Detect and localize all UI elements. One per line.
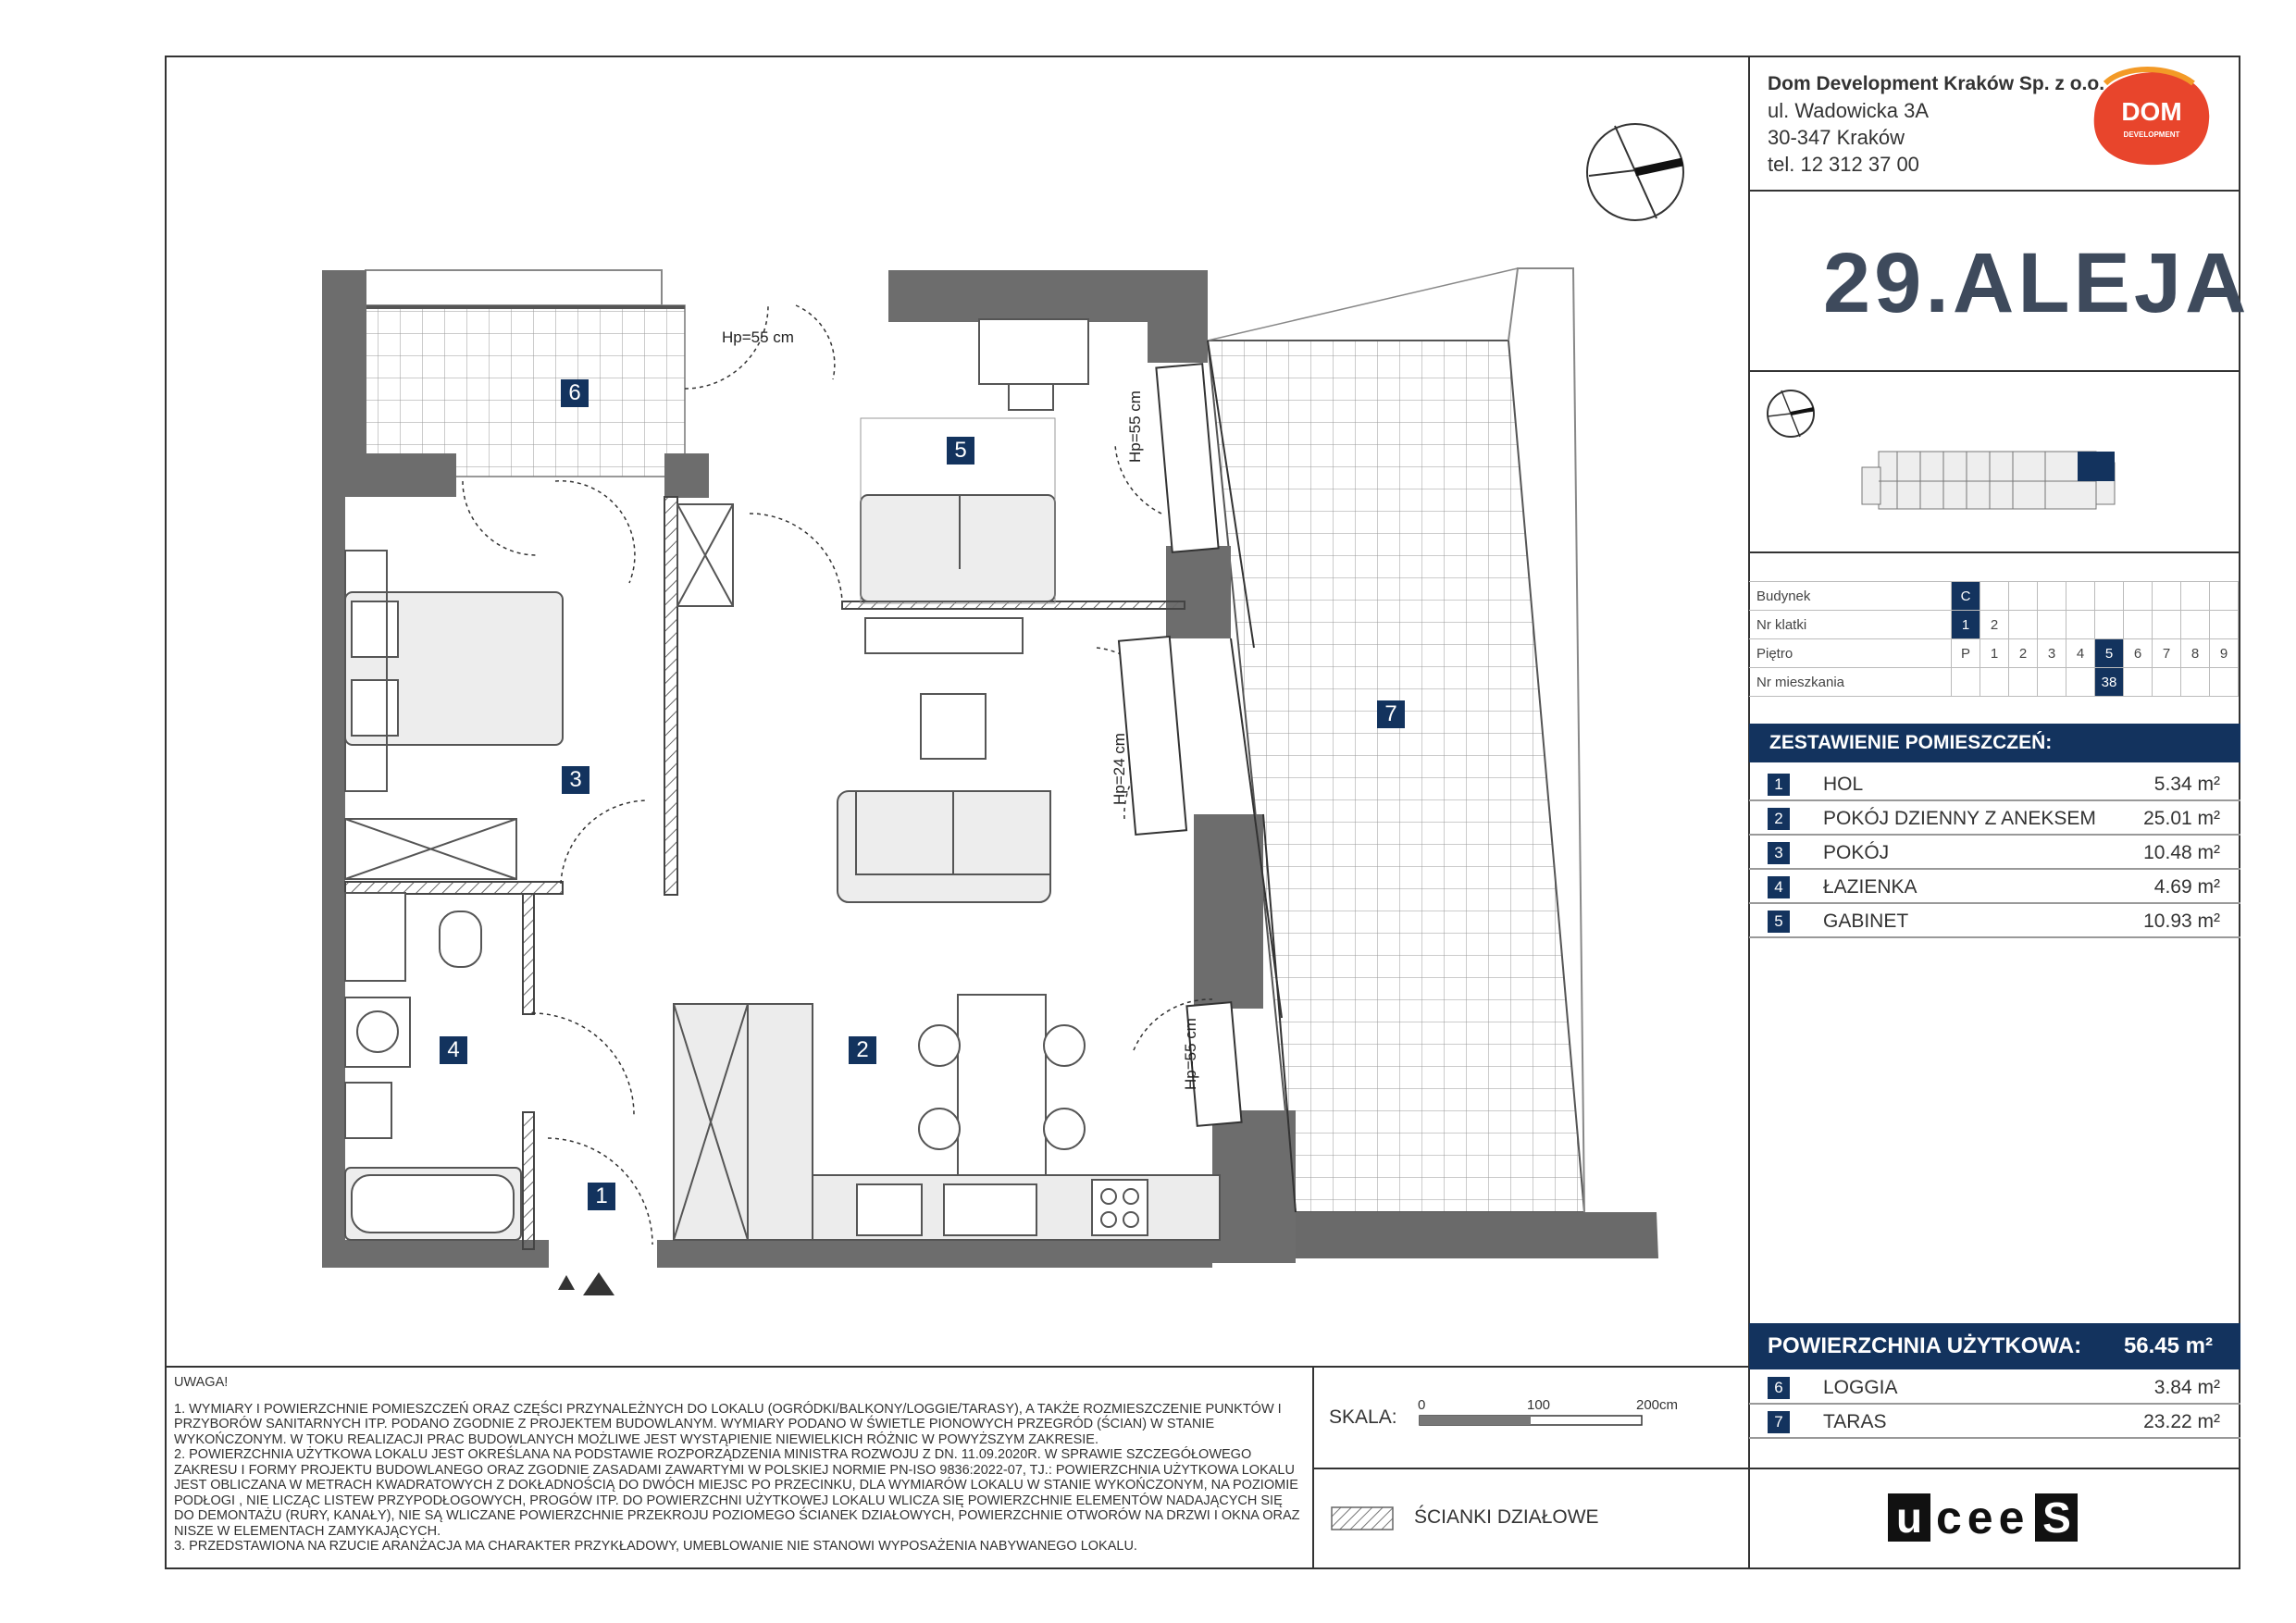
info-cell xyxy=(2038,611,2066,639)
svg-text:200cm: 200cm xyxy=(1636,1397,1679,1413)
legend-label: ŚCIANKI DZIAŁOWE xyxy=(1414,1506,1599,1528)
info-cell xyxy=(2210,611,2239,639)
apartment-info-table xyxy=(1749,581,2239,697)
hp-label-loggia: Hp=55 cm xyxy=(722,328,794,346)
info-cell: C xyxy=(1952,582,1980,611)
extra-row xyxy=(1749,1371,2240,1405)
room-name: POKÓJ xyxy=(1823,842,1890,863)
room-area: 10.48 m² xyxy=(2143,842,2220,863)
room-name: HOL xyxy=(1823,774,1864,795)
info-cell xyxy=(2066,611,2095,639)
scale-label: SKALA: xyxy=(1329,1406,1397,1428)
dom-development-logo xyxy=(2087,65,2216,171)
info-cell xyxy=(2181,582,2210,611)
side-divider-4 xyxy=(1748,1468,2240,1469)
room-name: GABINET xyxy=(1823,911,1909,932)
info-row xyxy=(1749,611,2239,639)
dining-table xyxy=(919,995,1085,1175)
info-cell xyxy=(2095,611,2124,639)
extra-number: 6 xyxy=(1768,1377,1790,1399)
room-area: 25.01 m² xyxy=(2143,808,2220,829)
bathroom-fixtures xyxy=(345,893,521,1240)
info-cell xyxy=(2009,611,2038,639)
room-name: POKÓJ DZIENNY Z ANEKSEM xyxy=(1823,808,2096,829)
sofa xyxy=(838,694,1050,902)
info-cell xyxy=(2009,582,2038,611)
info-cell: 8 xyxy=(2181,639,2210,668)
hp-label-low: Hp=55 cm xyxy=(1182,1018,1199,1090)
info-cell: 2 xyxy=(1980,611,2009,639)
info-cell xyxy=(2009,668,2038,697)
side-divider-1 xyxy=(1748,190,2240,192)
info-cell: 6 xyxy=(2124,639,2153,668)
side-divider-3 xyxy=(1748,551,2240,553)
extra-name: LOGGIA xyxy=(1823,1377,1898,1398)
room-number: 4 xyxy=(1768,876,1790,898)
hp-label-gabinet: Hp=55 cm xyxy=(1126,390,1144,463)
entrance-arrow-icon xyxy=(558,1275,575,1290)
legend-divider xyxy=(1312,1468,1749,1469)
office-furniture xyxy=(861,319,1088,653)
info-cell: 9 xyxy=(2210,639,2239,668)
info-cell xyxy=(2153,611,2181,639)
hp-label-mid: Hp=24 cm xyxy=(1111,733,1128,805)
svg-text:0: 0 xyxy=(1418,1397,1426,1413)
plan-room-label-7: 7 xyxy=(1377,700,1405,728)
key-plan xyxy=(1758,379,2240,546)
side-divider-2 xyxy=(1748,370,2240,372)
info-cell xyxy=(1952,668,1980,697)
ucees-logo: u cee S xyxy=(1888,1492,2078,1543)
info-cell xyxy=(2181,611,2210,639)
extra-name: TARAS xyxy=(1823,1411,1887,1432)
info-cell: 7 xyxy=(2153,639,2181,668)
info-cell: 2 xyxy=(2009,639,2038,668)
company-name: Dom Development Kraków Sp. z o.o. xyxy=(1768,73,2105,94)
notes-text-1: 1. WYMIARY I POWIERZCHNIE POMIESZCZEŃ ORAZ CZĘŚCI PRZYNALEŻNYCH DO LOKALU (OGRÓDKI/BALKONY/LOGGIE/TARASY), A TAKŻE ROZMIESZCZENIE PUNKTÓW I PRZYBORÓW SANITARNYCH ITP. PODANO ZGODNIE Z PROJEKTEM BUDOWLANYM. WYMIARY PODANO W ŚWIETLE PIONOWYCH PRZEGRÓD (ŚCIAN) W STANIE WYKOŃCZONYM. W TOKU REALIZACJI PRAC BUDOWLANYCH MOŻLIWE JEST WYSTĄPIENIE NIEWIELKICH RÓŻNIC W POWYŻSZYM ZAKRESIE. xyxy=(174,1401,1282,1447)
room-number: 2 xyxy=(1768,808,1790,830)
svg-text:DEVELOPMENT: DEVELOPMENT xyxy=(2123,130,2180,139)
info-row-label: Piętro xyxy=(1749,639,1952,668)
room-number: 1 xyxy=(1768,774,1790,796)
plan-room-label-3: 3 xyxy=(562,766,590,794)
notes-text-3: 3. PRZEDSTAWIONA NA RZUCIE ARANŻACJA MA CHARAKTER PRZYKŁADOWY, UMEBLOWANIE NIE STANOWI WYPOSAŻENIA NABYWANEGO LOKALU. xyxy=(174,1539,1137,1554)
legend-hatch-icon xyxy=(1331,1506,1396,1532)
plan-room-label-6: 6 xyxy=(561,379,589,407)
room-number: 5 xyxy=(1768,911,1790,933)
scale-bar xyxy=(1414,1393,1692,1434)
plan-room-label-5: 5 xyxy=(947,437,974,465)
plan-room-label-4: 4 xyxy=(440,1036,467,1064)
room-row xyxy=(1749,768,2240,801)
info-cell: 5 xyxy=(2095,639,2124,668)
room-row xyxy=(1749,905,2240,938)
info-cell xyxy=(2153,582,2181,611)
extra-row xyxy=(1749,1406,2240,1439)
notes-title: UWAGA! xyxy=(174,1375,229,1390)
info-cell xyxy=(2210,668,2239,697)
extra-area: 23.22 m² xyxy=(2143,1411,2220,1432)
compass-icon xyxy=(1587,124,1683,220)
info-row xyxy=(1749,582,2239,611)
info-cell xyxy=(2038,582,2066,611)
extra-area: 3.84 m² xyxy=(2153,1377,2220,1398)
info-cell xyxy=(2066,668,2095,697)
terrace-7 xyxy=(1208,268,1658,1258)
total-area-label: POWIERZCHNIA UŻYTKOWA: xyxy=(1768,1333,2082,1358)
company-street: ul. Wadowicka 3A xyxy=(1768,99,1930,122)
info-row xyxy=(1749,639,2239,668)
rooms-header: ZESTAWIENIE POMIESZCZEŃ: xyxy=(1749,724,2240,762)
project-logo: 29.ALEJA xyxy=(1823,236,2251,330)
keyplan-compass-icon xyxy=(1768,390,1814,437)
info-cell xyxy=(2181,668,2210,697)
info-cell xyxy=(2095,582,2124,611)
info-row-label: Nr klatki xyxy=(1749,611,1952,639)
room-name: ŁAZIENKA xyxy=(1823,876,1917,898)
info-cell xyxy=(1980,668,2009,697)
info-cell xyxy=(2210,582,2239,611)
plan-room-label-1: 1 xyxy=(588,1183,615,1210)
notes-text-2: 2. POWIERZCHNIA UŻYTKOWA LOKALU JEST OKREŚLANA NA PODSTAWIE ROZPORZĄDZENIA MINISTRA ROZWOJU Z DN. 11.09.2020R. W SPRAWIE SZCZEGÓŁOWEGO ZAKRESU I FORMY PROJEKTU BUDOWLANEGO ORAZ ZGODNIE ZASADAMI ZAWARTYMI W POLSKIEJ NORMIE PN-ISO 9836:2022-07, TJ.: POWIERZCHNIA UŻYTKOWA LOKALU JEST OBLICZANA W METRACH KWADRATOWYCH Z DOKŁADNOŚCIĄ DO DWÓCH MIEJSC PO PRZECINKU, DLA WYMIARÓW LOKALU W STANIE WYKOŃCZONYM, NA POZIOMIE PODŁOGI , NIE LICZĄC LISTEW PRZYPODŁOGOWYCH, PROGÓW ITP. DO POWIERZCHNI UŻYTKOWEJ LOKALU WLICZA SIĘ POWIERZCHNIE ELEMENTÓW NADAJĄCYCH SIĘ DO DEMONTAŻU (RURY, KANAŁY), NIE SĄ WLICZANE POWIERZCHNIE PRZEKROJU POZIOMEGO ŚCIANEK DZIAŁOWYCH, POWIERZCHNIE OTWORÓW NA DRZWI I OKNA ORAZ NISZE W ELEMENTACH ZAMYKAJĄCYCH. xyxy=(174,1447,1300,1539)
info-cell xyxy=(2124,611,2153,639)
info-row-label: Nr mieszkania xyxy=(1749,668,1952,697)
info-cell xyxy=(2124,582,2153,611)
room-area: 5.34 m² xyxy=(2153,774,2220,795)
info-row xyxy=(1749,668,2239,697)
plan-room-label-2: 2 xyxy=(849,1036,876,1064)
info-cell: 1 xyxy=(1952,611,1980,639)
company-city: 30-347 Kraków xyxy=(1768,126,1905,149)
info-cell xyxy=(2038,668,2066,697)
info-cell: 1 xyxy=(1980,639,2009,668)
room-row xyxy=(1749,871,2240,904)
notes xyxy=(174,1375,1303,1555)
info-row-label: Budynek xyxy=(1749,582,1952,611)
room-row xyxy=(1749,836,2240,870)
room-row xyxy=(1749,802,2240,836)
info-cell: 4 xyxy=(2066,639,2095,668)
svg-text:100: 100 xyxy=(1527,1397,1551,1413)
room-number: 3 xyxy=(1768,842,1790,864)
room-area: 10.93 m² xyxy=(2143,911,2220,932)
room-area: 4.69 m² xyxy=(2153,876,2220,898)
bedroom-furniture xyxy=(345,551,563,879)
company-info xyxy=(1768,70,2104,178)
extra-number: 7 xyxy=(1768,1411,1790,1433)
svg-text:DOM: DOM xyxy=(2121,97,2182,126)
loggia-6 xyxy=(366,270,685,477)
info-cell: P xyxy=(1952,639,1980,668)
info-cell xyxy=(2153,668,2181,697)
info-cell: 3 xyxy=(2038,639,2066,668)
info-cell xyxy=(2066,582,2095,611)
total-area-bar xyxy=(1749,1323,2240,1369)
total-area-value: 56.45 m² xyxy=(2123,1333,2213,1358)
company-phone: tel. 12 312 37 00 xyxy=(1768,153,1919,176)
info-cell: 38 xyxy=(2095,668,2124,697)
info-cell xyxy=(2124,668,2153,697)
info-cell xyxy=(1980,582,2009,611)
